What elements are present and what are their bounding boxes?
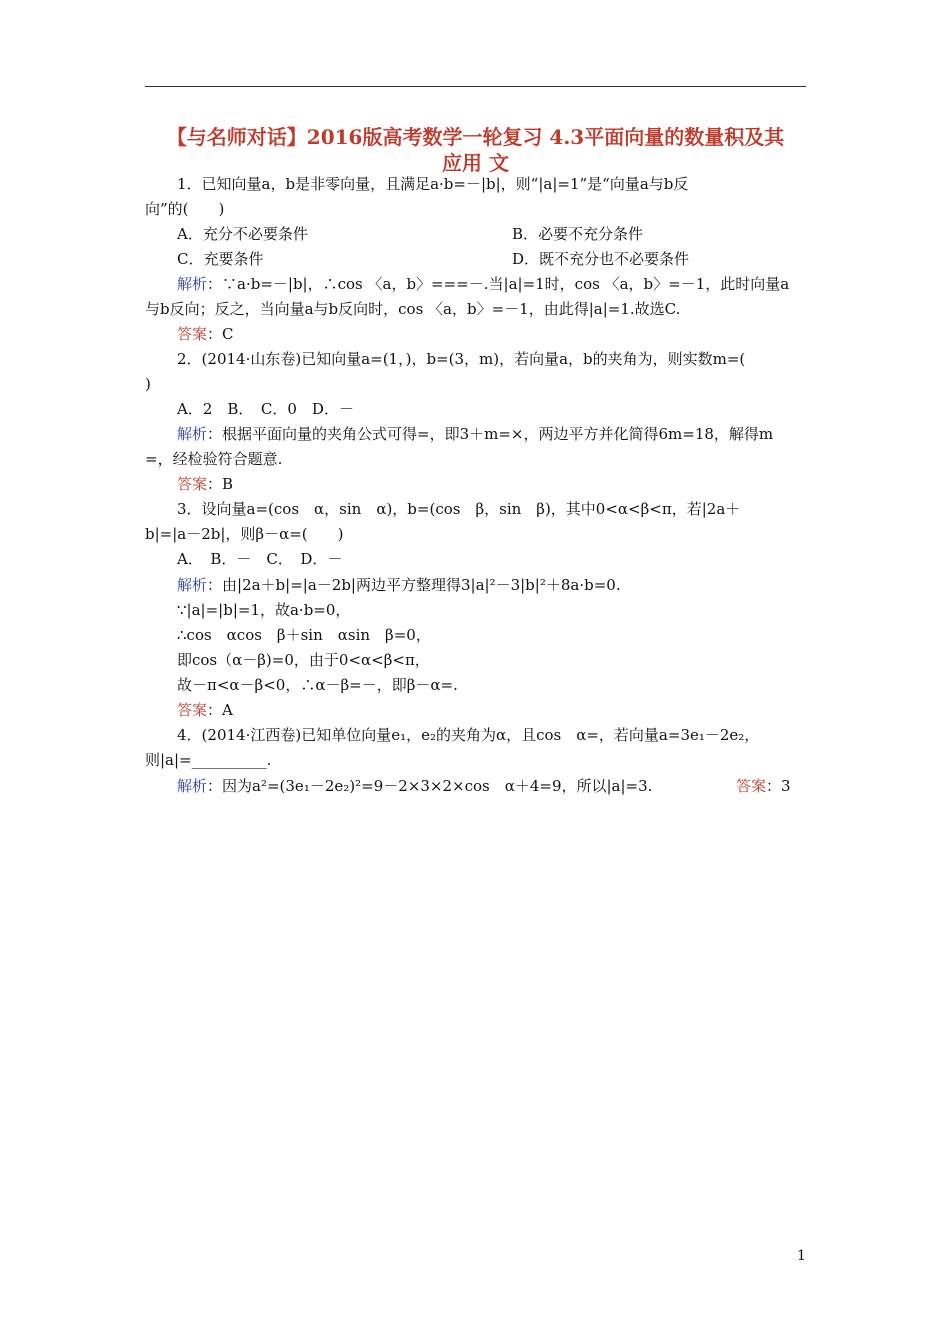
q3-step-4: 故－π<α－β<0，∴α－β=－，即β－α=. [177, 676, 458, 694]
q3-stem-line2: b|=|a－2b|，则β－α=( ) [145, 525, 344, 543]
q1-stem-line1: 1．已知向量a，b是非零向量，且满足a·b=－|b|，则“|a|=1”是“向量a与b反 [177, 175, 689, 193]
q3-step-1: ∵|a|=|b|=1，故a·b=0， [177, 601, 351, 619]
q1-analysis-text: ：∵a·b=－|b|，∴cos 〈a，b〉===－.当|a|=1时，cos 〈a，b〉=－1，此时向量a [207, 275, 790, 293]
q2-options: A．2 B． C．0 D．－ [177, 400, 354, 418]
q3-stem-line1: 3．设向量a=(cos α，sin α)，b=(cos β，sin β)，其中0<α<β<π，若|2a＋ [177, 500, 741, 518]
q3-options: A． B．－ C． D．－ [177, 550, 343, 568]
q2-analysis-text: ：根据平面向量的夹角公式可得=，即3＋m=×，两边平方并化简得6m=18，解得m [207, 425, 774, 443]
q1-answer-value: ：C [207, 325, 234, 343]
q1-analysis-line2: 与b反向；反之，当向量a与b反向时，cos 〈a，b〉=－1，由此得|a|=1.故选C. [145, 300, 681, 318]
q3-analysis-text: ：由|2a＋b|=|a－2b|两边平方整理得3|a|²－3|b|²＋8a·b=0. [207, 576, 621, 594]
q1-analysis-line1 [177, 274, 789, 294]
q4-answer [736, 776, 791, 796]
q4-answer-label: 答案 [736, 777, 767, 795]
page-number: 1 [797, 1248, 806, 1264]
q3-answer-label: 答案 [177, 701, 208, 719]
q1-stem-line2: 向”的( ) [145, 200, 225, 218]
document-title [145, 124, 806, 176]
q3-step-2: ∴cos αcos β＋sin αsin β=0， [177, 626, 431, 644]
q3-answer-value: ：A [207, 701, 233, 719]
q2-answer [177, 474, 233, 494]
q4-answer-value: ：3 [766, 777, 791, 795]
q1-analysis-label: 解析 [177, 275, 208, 293]
title-line-1: 【与名师对话】2016版高考数学一轮复习 4.3平面向量的数量积及其 [166, 125, 785, 149]
header-rule [145, 86, 806, 87]
q1-option-b: B．必要不充分条件 [512, 225, 644, 243]
q4-stem-line1: 4．(2014·江西卷)已知单位向量e₁，e₂的夹角为α，且cos α=，若向量a=3e₁－2e₂， [177, 726, 760, 744]
q4-analysis-label: 解析 [177, 777, 208, 795]
title-line-2: 应用 文 [442, 151, 509, 175]
q1-option-d: D．既不充分也不必要条件 [512, 250, 690, 268]
q2-stem-line2: ) [145, 375, 151, 393]
q3-analysis-label: 解析 [177, 576, 208, 594]
q4-analysis-text: ：因为a²=(3e₁－2e₂)²=9－2×3×2×cos α＋4=9，所以|a|=3. [207, 777, 653, 795]
q3-step-3: 即cos（α－β)=0，由于0<α<β<π， [177, 651, 430, 669]
q1-answer [177, 324, 234, 344]
q2-stem-line1: 2．(2014·山东卷)已知向量a=(1，)，b=(3，m)，若向量a，b的夹角为，则实数m=( [177, 350, 746, 368]
q1-option-a: A．充分不必要条件 [177, 225, 308, 243]
q2-analysis-label: 解析 [177, 425, 208, 443]
q2-answer-label: 答案 [177, 475, 208, 493]
q2-analysis-line1 [177, 424, 773, 444]
q2-answer-value: ：B [207, 475, 234, 493]
q1-answer-label: 答案 [177, 325, 208, 343]
q4-stem-line2: 则|a|=__________. [145, 751, 272, 769]
q1-option-c: C．充要条件 [177, 250, 264, 268]
q3-answer [177, 700, 233, 720]
q3-analysis-line1 [177, 575, 621, 595]
q2-analysis-line2: =，经检验符合题意. [145, 450, 283, 468]
q4-analysis-line1 [177, 776, 652, 796]
